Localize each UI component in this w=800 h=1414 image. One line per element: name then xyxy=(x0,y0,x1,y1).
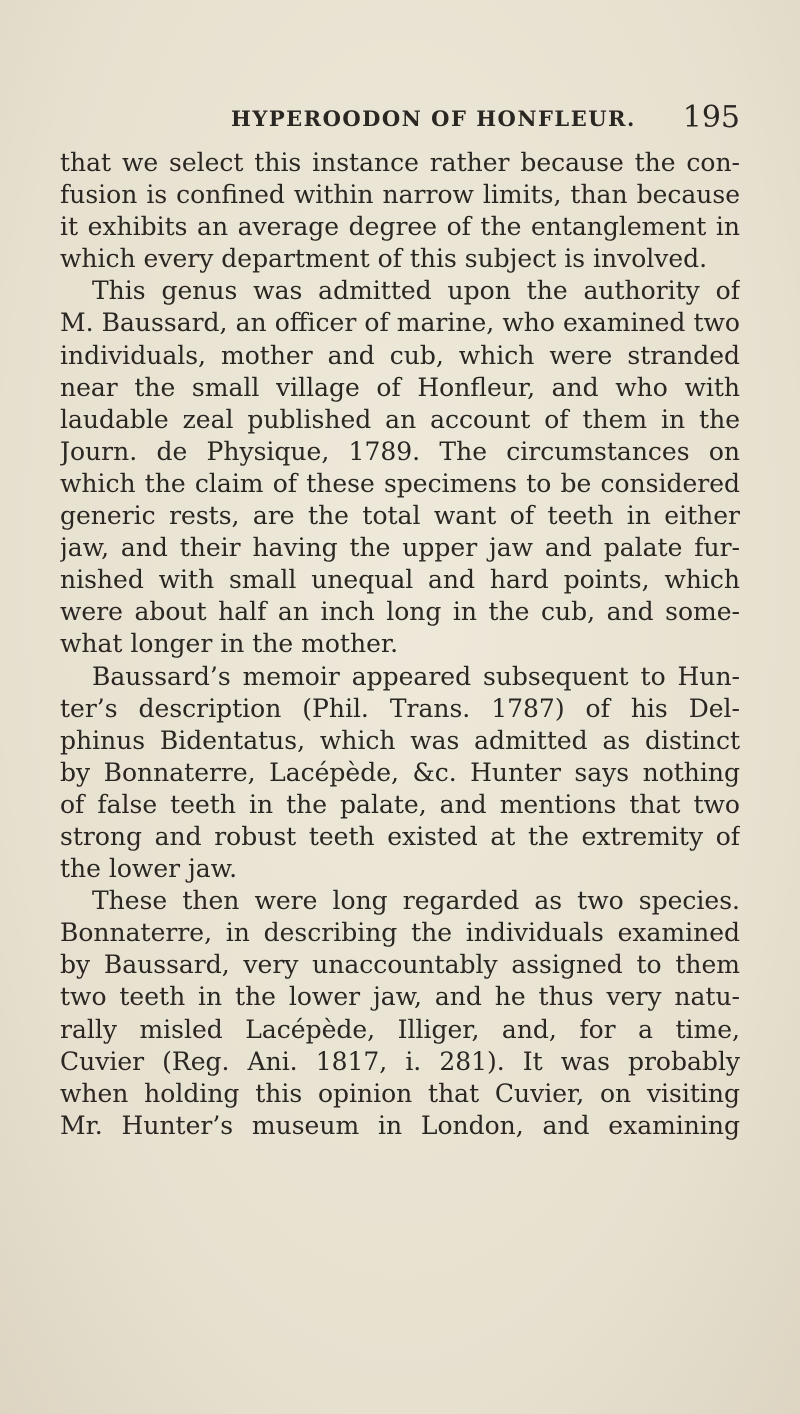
text-line: which every department of this subject is involved. xyxy=(60,244,708,274)
text-line: which the claim of these specimens to be considered xyxy=(60,468,740,498)
text-line: by Bonnaterre, Lacépède, &c. Hunter says nothing xyxy=(60,757,740,787)
text-line: nished with small unequal and hard points, which xyxy=(60,565,740,595)
text-line: jaw, and their having the upper jaw and palate fur- xyxy=(60,533,740,563)
text-line: that we select this instance rather because the con- xyxy=(60,148,740,177)
text-line: when holding this opinion that Cuvier, on visiting xyxy=(60,1078,740,1108)
text-line: This genus was admitted upon the authority of xyxy=(92,276,740,306)
text-line: individuals, mother and cub, which were stranded xyxy=(60,340,740,370)
page-number: 195 xyxy=(682,100,740,135)
text-line: near the small village of Honfleur, and who with xyxy=(60,372,740,402)
text-line: it exhibits an average degree of the entanglement in xyxy=(60,212,740,242)
text-line: what longer in the mother. xyxy=(60,629,399,659)
text-line: ter’s description (Phil. Trans. 1787) of his Del- xyxy=(60,693,740,723)
text-line: These then were long regarded as two species. xyxy=(92,886,740,916)
text-line: by Baussard, very unaccountably assigned to them xyxy=(60,950,740,980)
text-line: Cuvier (Reg. Ani. 1817, i. 281). It was probably xyxy=(60,1046,740,1076)
text-line: Mr. Hunter’s museum in London, and examining xyxy=(60,1110,740,1140)
text-line: laudable zeal published an account of them in the xyxy=(60,404,740,434)
text-line: of false teeth in the palate, and mentions that two xyxy=(60,789,740,819)
page-header xyxy=(60,100,740,140)
text-line: phinus Bidentatus, which was admitted as distinct xyxy=(60,725,740,755)
text-line: Journ. de Physique, 1789. The circumstances on xyxy=(60,436,740,466)
text-line: Baussard’s memoir appeared subsequent to Hun- xyxy=(92,661,740,691)
text-line: two teeth in the lower jaw, and he thus very natu- xyxy=(60,982,740,1012)
text-line: M. Baussard, an officer of marine, who examined two xyxy=(60,308,740,338)
text-line: Bonnaterre, in describing the individuals examined xyxy=(60,918,740,948)
text-line: were about half an inch long in the cub, and some- xyxy=(60,597,740,627)
text-line: strong and robust teeth existed at the extremity of xyxy=(60,821,740,851)
text-line: rally misled Lacépède, Illiger, and, for a time, xyxy=(60,1014,740,1044)
text-line: fusion is confined within narrow limits, than because xyxy=(60,180,740,210)
body-text xyxy=(60,147,740,1142)
text-line: generic rests, are the total want of teeth in either xyxy=(60,501,740,531)
running-head: HYPEROODON OF HONFLEUR. xyxy=(231,106,636,131)
text-line: the lower jaw. xyxy=(60,854,238,884)
